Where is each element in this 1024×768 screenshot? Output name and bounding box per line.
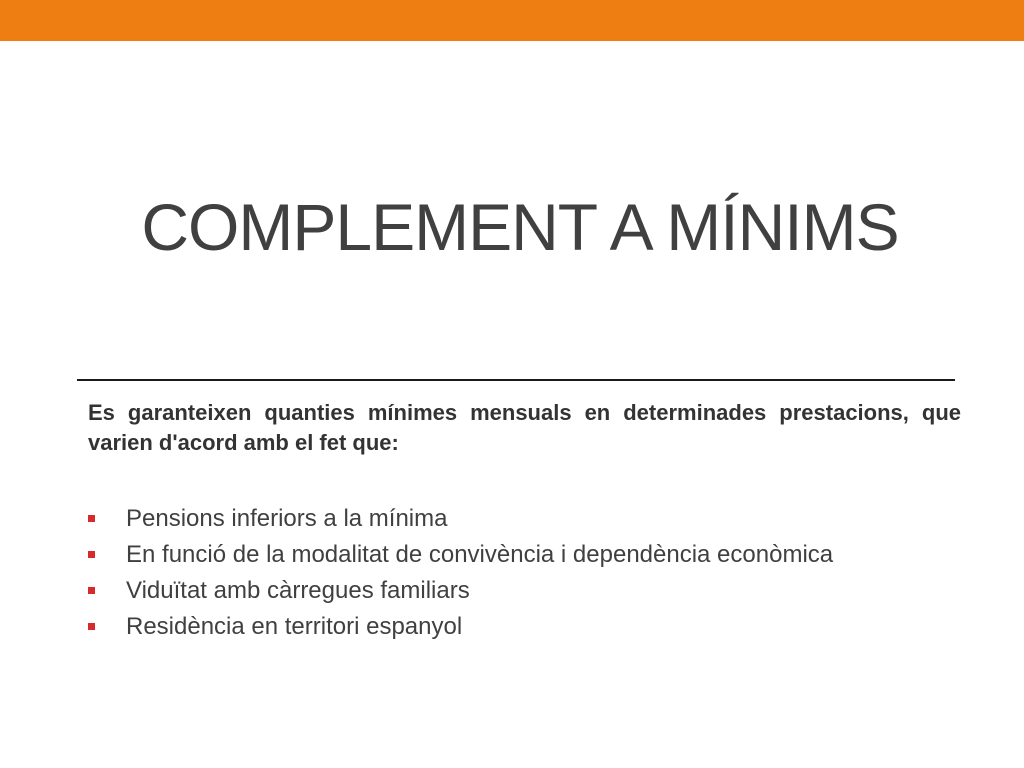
- square-bullet-icon: [88, 623, 95, 630]
- square-bullet-icon: [88, 515, 95, 522]
- title-divider: [77, 379, 955, 381]
- bullet-text: Viduïtat amb càrregues familiars: [126, 577, 470, 604]
- slide-title: COMPLEMENT A MÍNIMS: [141, 190, 899, 264]
- list-item: [88, 575, 961, 606]
- list-item: [88, 539, 961, 570]
- accent-top-bar: [0, 0, 1024, 41]
- bullet-text: En funció de la modalitat de convivència i dependència econòmica: [126, 541, 834, 568]
- intro-paragraph: Es garanteixen quanties mínimes mensuals en determinades prestacions, que varien d'acord amb el fet que:: [88, 400, 961, 455]
- square-bullet-icon: [88, 551, 95, 558]
- list-item: [88, 611, 961, 642]
- list-item: [88, 503, 961, 534]
- square-bullet-icon: [88, 587, 95, 594]
- bullet-text: Pensions inferiors a la mínima: [126, 505, 448, 532]
- bullet-text: Residència en territori espanyol: [126, 613, 463, 640]
- bullet-list: [88, 503, 961, 647]
